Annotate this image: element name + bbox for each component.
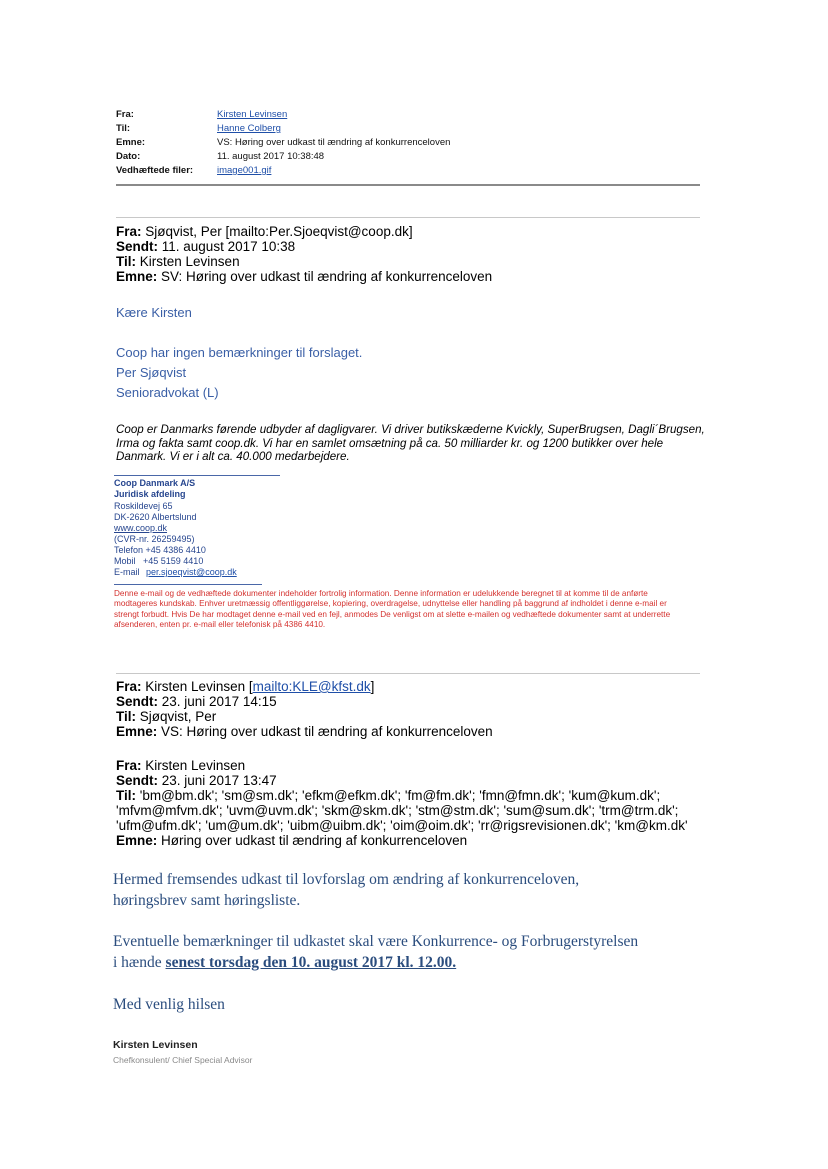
msg3-from [116, 758, 245, 773]
msg1-sent [116, 239, 295, 254]
msg3-sent-label: Sendt: [116, 773, 158, 788]
sig-department: Juridisk afdeling [114, 489, 186, 499]
sig-email-row [114, 567, 237, 578]
sig-email-link[interactable]: per.sjoeqvist@coop.dk [146, 567, 237, 577]
header-to-link[interactable]: Hanne Colberg [217, 123, 281, 134]
msg1-subject-value: SV: Høring over udkast til ændring af konkurrenceloven [161, 269, 493, 284]
disclaimer-divider [114, 584, 262, 585]
msg1-subject-label: Emne: [116, 269, 158, 284]
msg3-from-value: Kirsten Levinsen [145, 758, 246, 773]
msg3-subject-label: Emne: [116, 833, 158, 848]
msg2-from-name: Kirsten Levinsen [ [145, 679, 253, 694]
msg1-body-line3: Senioradvokat (L) [116, 385, 219, 400]
header-attachment-label: Vedhæftede filer: [116, 165, 194, 176]
msg3-para1-line2: høringsbrev samt høringsliste. [113, 892, 301, 909]
msg3-para2-prefix: i hænde [113, 954, 166, 971]
msg2-from-label: Fra: [116, 679, 142, 694]
msg2-sent-label: Sendt: [116, 694, 158, 709]
msg3-to [116, 788, 660, 803]
msg1-to-label: Til: [116, 254, 136, 269]
msg2-to [116, 709, 216, 724]
header-date-value: 11. august 2017 10:38:48 [217, 151, 325, 162]
msg2-sent-value: 23. juni 2017 14:15 [161, 694, 277, 709]
msg1-to [116, 254, 240, 269]
header-attachment-link[interactable]: image001.gif [217, 165, 272, 176]
msg3-para2-line2 [113, 952, 456, 973]
msg3-subject-value: Høring over udkast til ændring af konkurrenceloven [161, 833, 468, 848]
msg3-to-line2: 'mfvm@mfvm.dk'; 'uvm@uvm.dk'; 'skm@skm.dk'; 'stm@stm.dk'; 'sum@sum.dk'; 'trm@trm.dk'; [116, 803, 679, 818]
msg2-to-label: Til: [116, 709, 136, 724]
header-divider [116, 184, 700, 186]
msg1-sent-label: Sendt: [116, 239, 158, 254]
signature-divider [114, 475, 280, 476]
sig-mobile: Mobil +45 5159 4410 [114, 556, 204, 566]
msg2-subject [116, 724, 493, 739]
sig-company: Coop Danmark A/S [114, 478, 196, 488]
header-date-label: Dato: [116, 151, 141, 162]
msg2-from-close: ] [370, 679, 375, 694]
sender-name: Kirsten Levinsen [113, 1039, 198, 1051]
msg1-greeting: Kære Kirsten [116, 305, 192, 320]
msg2-subject-value: VS: Høring over udkast til ændring af konkurrenceloven [161, 724, 493, 739]
header-subject-label: Emne: [116, 137, 146, 148]
msg2-from [116, 679, 374, 694]
sender-title: Chefkonsulent/ Chief Special Advisor [113, 1055, 253, 1065]
sig-city: DK-2620 Albertslund [114, 512, 197, 522]
msg3-closing: Med venlig hilsen [113, 996, 225, 1013]
msg3-para2-line1: Eventuelle bemærkninger til udkastet skal være Konkurrence- og Forbrugerstyrelsen [113, 933, 639, 950]
header-from-link[interactable]: Kirsten Levinsen [217, 109, 288, 120]
msg3-sent-value: 23. juni 2017 13:47 [161, 773, 277, 788]
sig-email-label: E-mail [114, 567, 140, 577]
msg1-subject [116, 269, 492, 284]
header-from-label: Fra: [116, 109, 134, 120]
msg1-to-value: Kirsten Levinsen [139, 254, 240, 269]
msg3-deadline: senest torsdag den 10. august 2017 kl. 12.00. [165, 954, 457, 971]
msg1-body-line2: Per Sjøqvist [116, 365, 187, 380]
sig-website-link[interactable]: www.coop.dk [114, 523, 168, 533]
msg1-company-about: Coop er Danmarks førende udbyder af dagligvarer. Vi driver butikskæderne Kvickly, SuperBrugsen, Dagli´Brugsen, Irma og fakta samt coop.dk. Vi har en samlet omsætning på ca. 50 milliarder kr. og 1200 butikker over hele Danmark. Vi er i alt ca. 40.000 medarbejdere. [116, 423, 705, 463]
sig-street: Roskildevej 65 [114, 501, 173, 511]
msg3-subject [116, 833, 467, 848]
msg3-from-label: Fra: [116, 758, 142, 773]
msg1-sent-value: 11. august 2017 10:38 [161, 239, 296, 254]
msg2-to-value: Sjøqvist, Per [139, 709, 217, 724]
msg3-para1-line1: Hermed fremsendes udkast til lovforslag om ændring af konkurrenceloven, [113, 871, 580, 888]
msg2-sent [116, 694, 277, 709]
header-subject-value: VS: Høring over udkast til ændring af konkurrenceloven [217, 137, 451, 148]
sig-phone: Telefon +45 4386 4410 [114, 545, 206, 555]
sig-cvr: (CVR-nr. 26259495) [114, 534, 195, 544]
msg3-sent [116, 773, 277, 788]
msg1-disclaimer: Denne e-mail og de vedhæftede dokumenter indeholder fortrolig information. Denne information er udelukkende beregnet til at komme til de anførte modtageres kundskab. Enhver uretmæssig offentliggørelse, kopiering, overdragelse, udnyttelse eller handling på baggrund af indholdet i denne e-mail er strengt forbudt. Hvis De har modtaget denne e-mail ved en fejl, anmodes De venligst om at slette e-mailen og vedhæftede dokumenter samt at underrette afsenderen, enten pr. e-mail eller telefonisk på 4386 4410. [114, 589, 671, 629]
header-to-label: Til: [116, 123, 131, 134]
message-divider [116, 217, 700, 218]
msg2-subject-label: Emne: [116, 724, 158, 739]
msg1-from-label: Fra: [116, 224, 142, 239]
msg2-mailto-link[interactable]: mailto:KLE@kfst.dk [252, 679, 371, 694]
msg1-from [116, 224, 413, 239]
message-divider-2 [116, 673, 700, 674]
msg1-from-value: Sjøqvist, Per [mailto:Per.Sjoeqvist@coop.dk] [145, 224, 413, 239]
msg1-body-line1: Coop har ingen bemærkninger til forslaget. [116, 345, 363, 360]
msg3-to-label: Til: [116, 788, 136, 803]
msg3-to-line1: 'bm@bm.dk'; 'sm@sm.dk'; 'efkm@efkm.dk'; 'fm@fm.dk'; 'fmn@fmn.dk'; 'kum@kum.dk'; [139, 788, 661, 803]
msg3-to-line3: 'ufm@ufm.dk'; 'um@um.dk'; 'uibm@uibm.dk'; 'oim@oim.dk'; 'rr@rigsrevisionen.dk'; 'km@km.dk' [116, 818, 688, 833]
